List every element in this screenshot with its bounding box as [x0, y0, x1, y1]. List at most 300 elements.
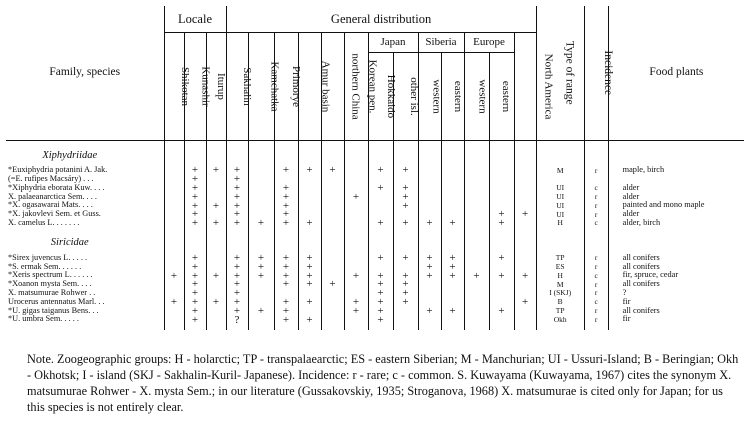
- presence-mark: [321, 306, 344, 315]
- presence-mark: +: [274, 201, 298, 210]
- presence-mark: [418, 175, 441, 184]
- food-plants: alder: [608, 184, 744, 193]
- empty-cell: [441, 146, 464, 166]
- spacer-cell: [206, 324, 226, 330]
- incidence-value: r: [584, 192, 608, 201]
- empty-cell: [584, 146, 608, 166]
- presence-mark: +: [184, 219, 206, 228]
- incidence-value: c: [584, 271, 608, 280]
- presence-mark: +: [441, 262, 464, 271]
- presence-mark: [344, 254, 368, 263]
- spacer-cell: [514, 324, 536, 330]
- presence-mark: [514, 219, 536, 228]
- range-type: B: [536, 298, 584, 307]
- header-general-distribution: General distribution: [226, 6, 536, 32]
- presence-mark: +: [368, 289, 393, 298]
- presence-mark: +: [274, 315, 298, 324]
- empty-cell: [393, 234, 418, 254]
- species-row: [6, 201, 744, 210]
- family-row: [6, 234, 744, 254]
- family-row: [6, 146, 744, 166]
- presence-mark: +: [226, 184, 248, 193]
- presence-mark: +: [464, 271, 489, 280]
- presence-mark: [321, 175, 344, 184]
- presence-mark: [164, 192, 184, 201]
- empty-cell: [441, 234, 464, 254]
- empty-cell: [206, 146, 226, 166]
- empty-cell: [368, 146, 393, 166]
- presence-mark: [248, 289, 274, 298]
- presence-mark: +: [298, 166, 321, 175]
- range-type: UI: [536, 184, 584, 193]
- empty-cell: [584, 234, 608, 254]
- species-name: *Xoanon mysta Sem. . . .: [8, 279, 92, 289]
- family-name: Siricidae: [50, 237, 89, 249]
- presence-mark: [464, 306, 489, 315]
- presence-mark: [344, 175, 368, 184]
- presence-mark: [206, 175, 226, 184]
- food-plants: fir: [608, 298, 744, 307]
- presence-mark: +: [393, 192, 418, 201]
- empty-cell: [298, 234, 321, 254]
- empty-cell: [164, 146, 184, 166]
- presence-mark: [514, 192, 536, 201]
- distribution-table: [6, 6, 744, 330]
- presence-mark: +: [274, 184, 298, 193]
- species-row: [6, 280, 744, 289]
- presence-mark: +: [298, 254, 321, 263]
- range-type: M: [536, 280, 584, 289]
- presence-mark: +: [226, 175, 248, 184]
- presence-mark: ?: [226, 315, 248, 324]
- header-sakhalin: Sakhalin: [226, 32, 248, 140]
- presence-mark: [206, 254, 226, 263]
- presence-mark: [164, 175, 184, 184]
- empty-cell: [489, 234, 514, 254]
- species-row: [6, 298, 744, 307]
- species-row: [6, 315, 744, 324]
- presence-mark: [418, 166, 441, 175]
- presence-mark: +: [184, 201, 206, 210]
- table-note: [27, 351, 743, 415]
- header-siberia-eastern: eastern: [441, 52, 464, 140]
- empty-cell: [274, 146, 298, 166]
- empty-cell: [344, 146, 368, 166]
- presence-mark: [464, 175, 489, 184]
- presence-mark: +: [274, 210, 298, 219]
- presence-mark: +: [206, 201, 226, 210]
- presence-mark: [464, 254, 489, 263]
- range-type: ES: [536, 262, 584, 271]
- food-plants: ?: [608, 289, 744, 298]
- species-row: [6, 306, 744, 315]
- presence-mark: [164, 315, 184, 324]
- presence-mark: +: [274, 262, 298, 271]
- spacer-cell: [441, 324, 464, 330]
- presence-mark: +: [184, 271, 206, 280]
- presence-mark: [368, 201, 393, 210]
- presence-mark: [248, 175, 274, 184]
- species-row: [6, 271, 744, 280]
- presence-mark: +: [226, 192, 248, 201]
- food-plants: maple, birch: [608, 166, 744, 175]
- presence-mark: +: [368, 306, 393, 315]
- species-name: *X. ogasawarai Mats. . . .: [8, 201, 93, 210]
- presence-mark: +: [274, 306, 298, 315]
- species-row: [6, 210, 744, 219]
- empty-cell: [514, 146, 536, 166]
- presence-mark: +: [248, 271, 274, 280]
- empty-cell: [464, 234, 489, 254]
- header-food-plants: Food plants: [608, 6, 744, 140]
- presence-mark: [514, 175, 536, 184]
- presence-mark: +: [489, 254, 514, 263]
- presence-mark: [418, 289, 441, 298]
- header-primorye: Primorye: [274, 32, 298, 140]
- empty-cell: [248, 234, 274, 254]
- presence-mark: +: [226, 271, 248, 280]
- presence-mark: [464, 201, 489, 210]
- header-siberia: Siberia: [418, 32, 464, 52]
- presence-mark: +: [298, 262, 321, 271]
- species-row: [6, 219, 744, 228]
- presence-mark: +: [418, 306, 441, 315]
- presence-mark: +: [489, 271, 514, 280]
- presence-mark: +: [368, 254, 393, 263]
- presence-mark: +: [184, 280, 206, 289]
- header-shikotan: Shikotan: [164, 32, 184, 140]
- presence-mark: [321, 298, 344, 307]
- presence-mark: [248, 192, 274, 201]
- presence-mark: [489, 175, 514, 184]
- species-name: *U. gigas taiganus Bens. . .: [8, 306, 99, 315]
- header-amur-basin: Amur basin: [298, 32, 321, 140]
- spacer-cell: [6, 324, 164, 330]
- presence-mark: +: [226, 254, 248, 263]
- presence-mark: [514, 254, 536, 263]
- presence-mark: [489, 192, 514, 201]
- presence-mark: +: [418, 271, 441, 280]
- species-name: X. palaeanarctica Sem. . . .: [8, 192, 97, 201]
- empty-cell: [184, 146, 206, 166]
- incidence-value: r: [584, 254, 608, 263]
- table-body: [6, 140, 744, 330]
- presence-mark: [441, 201, 464, 210]
- species-name: *Xeris spectrum L. . . . . .: [8, 271, 93, 280]
- presence-mark: +: [226, 166, 248, 175]
- incidence-value: r: [584, 289, 608, 298]
- species-row: [6, 262, 744, 271]
- empty-cell: [536, 234, 584, 254]
- food-plants: painted and mono maple: [608, 201, 744, 210]
- family-name: Xiphydriidae: [42, 149, 98, 161]
- empty-cell: [514, 234, 536, 254]
- species-name: *X. jakovlevi Sem. et Guss.: [8, 209, 101, 219]
- presence-mark: +: [206, 271, 226, 280]
- presence-mark: +: [184, 254, 206, 263]
- presence-mark: +: [321, 280, 344, 289]
- species-row: [6, 254, 744, 263]
- range-type: UI: [536, 210, 584, 219]
- presence-mark: +: [226, 210, 248, 219]
- species-name: X. matsumurae Rohwer . .: [8, 288, 96, 298]
- empty-cell: [298, 146, 321, 166]
- presence-mark: [321, 289, 344, 298]
- header-hokkaido: Hokkaido: [368, 52, 393, 140]
- food-plants: alder, birch: [608, 219, 744, 228]
- presence-mark: [164, 219, 184, 228]
- empty-cell: [164, 234, 184, 254]
- presence-mark: +: [274, 271, 298, 280]
- presence-mark: +: [206, 219, 226, 228]
- presence-mark: +: [226, 289, 248, 298]
- spacer-cell: [608, 324, 744, 330]
- presence-mark: [248, 184, 274, 193]
- presence-mark: [321, 219, 344, 228]
- presence-mark: [464, 298, 489, 307]
- food-plants: alder: [608, 192, 744, 201]
- presence-mark: [321, 262, 344, 271]
- food-plants: all conifers: [608, 254, 744, 263]
- empty-cell: [608, 234, 744, 254]
- presence-mark: +: [226, 262, 248, 271]
- presence-mark: +: [184, 306, 206, 315]
- header-korean-pen: Korean pen.: [344, 32, 368, 140]
- presence-mark: [489, 289, 514, 298]
- presence-mark: +: [274, 298, 298, 307]
- presence-mark: +: [248, 219, 274, 228]
- spacer-cell: [164, 324, 184, 330]
- presence-mark: +: [248, 254, 274, 263]
- empty-cell: [226, 146, 248, 166]
- presence-mark: +: [418, 219, 441, 228]
- empty-cell: [536, 146, 584, 166]
- presence-mark: +: [184, 298, 206, 307]
- incidence-value: c: [584, 219, 608, 228]
- range-type: I (SKJ): [536, 289, 584, 298]
- presence-mark: +: [368, 271, 393, 280]
- header-kunashir: Kunashir: [184, 32, 206, 140]
- header-incidence: Incidence: [584, 6, 608, 140]
- presence-mark: [464, 315, 489, 324]
- species-row: [6, 192, 744, 201]
- presence-mark: [321, 315, 344, 324]
- range-type: TP: [536, 254, 584, 263]
- empty-cell: [206, 234, 226, 254]
- spacer-cell: [248, 324, 274, 330]
- empty-cell: [321, 234, 344, 254]
- presence-mark: +: [298, 280, 321, 289]
- presence-mark: +: [514, 298, 536, 307]
- range-type: M: [536, 166, 584, 175]
- empty-cell: [418, 146, 441, 166]
- presence-mark: +: [164, 271, 184, 280]
- presence-mark: [321, 192, 344, 201]
- presence-mark: [514, 315, 536, 324]
- header-locale: Locale: [164, 6, 226, 32]
- species-row: [6, 289, 744, 298]
- presence-mark: [418, 184, 441, 193]
- presence-mark: [248, 166, 274, 175]
- presence-mark: +: [489, 306, 514, 315]
- spacer-cell: [464, 324, 489, 330]
- spacer-row: [6, 324, 744, 330]
- presence-mark: [418, 192, 441, 201]
- header-europe: Europe: [464, 32, 514, 52]
- presence-mark: +: [393, 280, 418, 289]
- spacer-cell: [489, 324, 514, 330]
- presence-mark: +: [368, 166, 393, 175]
- presence-mark: +: [393, 201, 418, 210]
- presence-mark: [321, 254, 344, 263]
- presence-mark: +: [184, 210, 206, 219]
- presence-mark: +: [184, 289, 206, 298]
- presence-mark: +: [164, 298, 184, 307]
- species-name: *U. umbra Sem. . . . .: [8, 315, 79, 324]
- spacer-cell: [536, 324, 584, 330]
- presence-mark: +: [298, 271, 321, 280]
- presence-mark: +: [514, 271, 536, 280]
- presence-mark: [344, 210, 368, 219]
- presence-mark: [514, 184, 536, 193]
- presence-mark: +: [274, 254, 298, 263]
- incidence-value: c: [584, 298, 608, 307]
- presence-mark: [441, 192, 464, 201]
- presence-mark: +: [368, 298, 393, 307]
- presence-mark: [489, 166, 514, 175]
- presence-mark: +: [418, 254, 441, 263]
- empty-cell: [608, 146, 744, 166]
- empty-cell: [393, 146, 418, 166]
- presence-mark: [164, 166, 184, 175]
- presence-mark: [441, 166, 464, 175]
- presence-mark: +: [393, 219, 418, 228]
- incidence-value: c: [584, 184, 608, 193]
- presence-mark: +: [226, 219, 248, 228]
- empty-cell: [248, 146, 274, 166]
- presence-mark: +: [226, 201, 248, 210]
- presence-mark: +: [184, 184, 206, 193]
- empty-cell: [418, 234, 441, 254]
- header-siberia-western: western: [418, 52, 441, 140]
- presence-mark: +: [393, 254, 418, 263]
- species-row: [6, 175, 744, 184]
- presence-mark: [464, 210, 489, 219]
- presence-mark: [298, 175, 321, 184]
- range-type: H: [536, 271, 584, 280]
- food-plants: fir, spruce, cedar: [608, 271, 744, 280]
- header-japan: Japan: [368, 32, 418, 52]
- header-other-isl: other isl.: [393, 52, 418, 140]
- incidence-value: r: [584, 315, 608, 324]
- note-text: Note. Zoogeographic groups: H - holarctic; TP - transpalaearctic; ES - eastern Siberian; M - Manchurian; UI - Ussuri-Island; B - Beringian; Okh - Okhotsk; I - island (SKJ - Sakhalin-Kuril- Japanese). Incidence: r - rare; c - common. S. Kuwayama (Kuwayama, 1967) cites the synonym X. matsumurae Rohwer - X. mysta Sem.; in our literature (Gussakovskiy, 1935; Stroganova, 1968) X. matsumurae is cited only for Japan; for us this species is not entirely clear.: [27, 352, 739, 415]
- presence-mark: [489, 184, 514, 193]
- presence-mark: +: [441, 219, 464, 228]
- presence-mark: +: [393, 184, 418, 193]
- food-plants: all conifers: [608, 262, 744, 271]
- spacer-cell: [321, 324, 344, 330]
- spacer-cell: [584, 324, 608, 330]
- range-type: TP: [536, 306, 584, 315]
- presence-mark: [164, 201, 184, 210]
- presence-mark: +: [298, 315, 321, 324]
- presence-mark: +: [441, 271, 464, 280]
- presence-mark: [464, 289, 489, 298]
- header-europe-western: western: [464, 52, 489, 140]
- presence-mark: +: [274, 166, 298, 175]
- species-name: *Euxiphydria potanini A. Jak.: [8, 166, 108, 175]
- species-name: (=E. rufipes Macsáry) . . .: [8, 174, 94, 184]
- spacer-cell: [418, 324, 441, 330]
- presence-mark: +: [344, 271, 368, 280]
- presence-mark: +: [489, 210, 514, 219]
- presence-mark: +: [368, 315, 393, 324]
- presence-mark: +: [274, 280, 298, 289]
- range-type: UI: [536, 192, 584, 201]
- empty-cell: [368, 234, 393, 254]
- presence-mark: [514, 166, 536, 175]
- food-plants: all conifers: [608, 280, 744, 289]
- header-north-america: North America: [514, 32, 536, 140]
- presence-mark: +: [393, 166, 418, 175]
- header-type-of-range: Type of range: [536, 6, 584, 140]
- range-type: H: [536, 219, 584, 228]
- header-northern-china: northern China: [321, 32, 344, 140]
- species-name: *S. ermak Sem. . . . . .: [8, 262, 82, 271]
- species-name: *Xiphydria eborata Kuw. . . .: [8, 183, 105, 192]
- species-name: *Sirex juvencus L. . . . .: [8, 253, 88, 262]
- presence-mark: +: [298, 298, 321, 307]
- presence-mark: +: [514, 210, 536, 219]
- food-plants: fir: [608, 315, 744, 324]
- presence-mark: [464, 219, 489, 228]
- header-kamchatka: Kamchatka: [248, 32, 274, 140]
- presence-mark: +: [489, 219, 514, 228]
- presence-mark: +: [274, 219, 298, 228]
- presence-mark: +: [184, 166, 206, 175]
- range-type: UI: [536, 201, 584, 210]
- incidence-value: r: [584, 210, 608, 219]
- presence-mark: +: [206, 298, 226, 307]
- empty-cell: [184, 234, 206, 254]
- presence-mark: +: [344, 192, 368, 201]
- header-europe-eastern: eastern: [489, 52, 514, 140]
- incidence-value: r: [584, 306, 608, 315]
- presence-mark: [321, 184, 344, 193]
- presence-mark: [344, 219, 368, 228]
- presence-mark: [206, 315, 226, 324]
- presence-mark: +: [393, 298, 418, 307]
- presence-mark: +: [298, 219, 321, 228]
- presence-mark: [393, 315, 418, 324]
- species-row: [6, 166, 744, 175]
- presence-mark: +: [418, 262, 441, 271]
- presence-mark: +: [344, 306, 368, 315]
- species-name: Urocerus antennatus Marl. . .: [8, 297, 105, 306]
- presence-mark: +: [393, 289, 418, 298]
- presence-mark: [164, 210, 184, 219]
- incidence-value: r: [584, 201, 608, 210]
- presence-mark: [298, 192, 321, 201]
- presence-mark: +: [184, 262, 206, 271]
- presence-mark: +: [226, 280, 248, 289]
- food-plants: [608, 175, 744, 184]
- presence-mark: [441, 175, 464, 184]
- presence-mark: [321, 210, 344, 219]
- incidence-value: r: [584, 280, 608, 289]
- incidence-value: r: [584, 262, 608, 271]
- presence-mark: [298, 201, 321, 210]
